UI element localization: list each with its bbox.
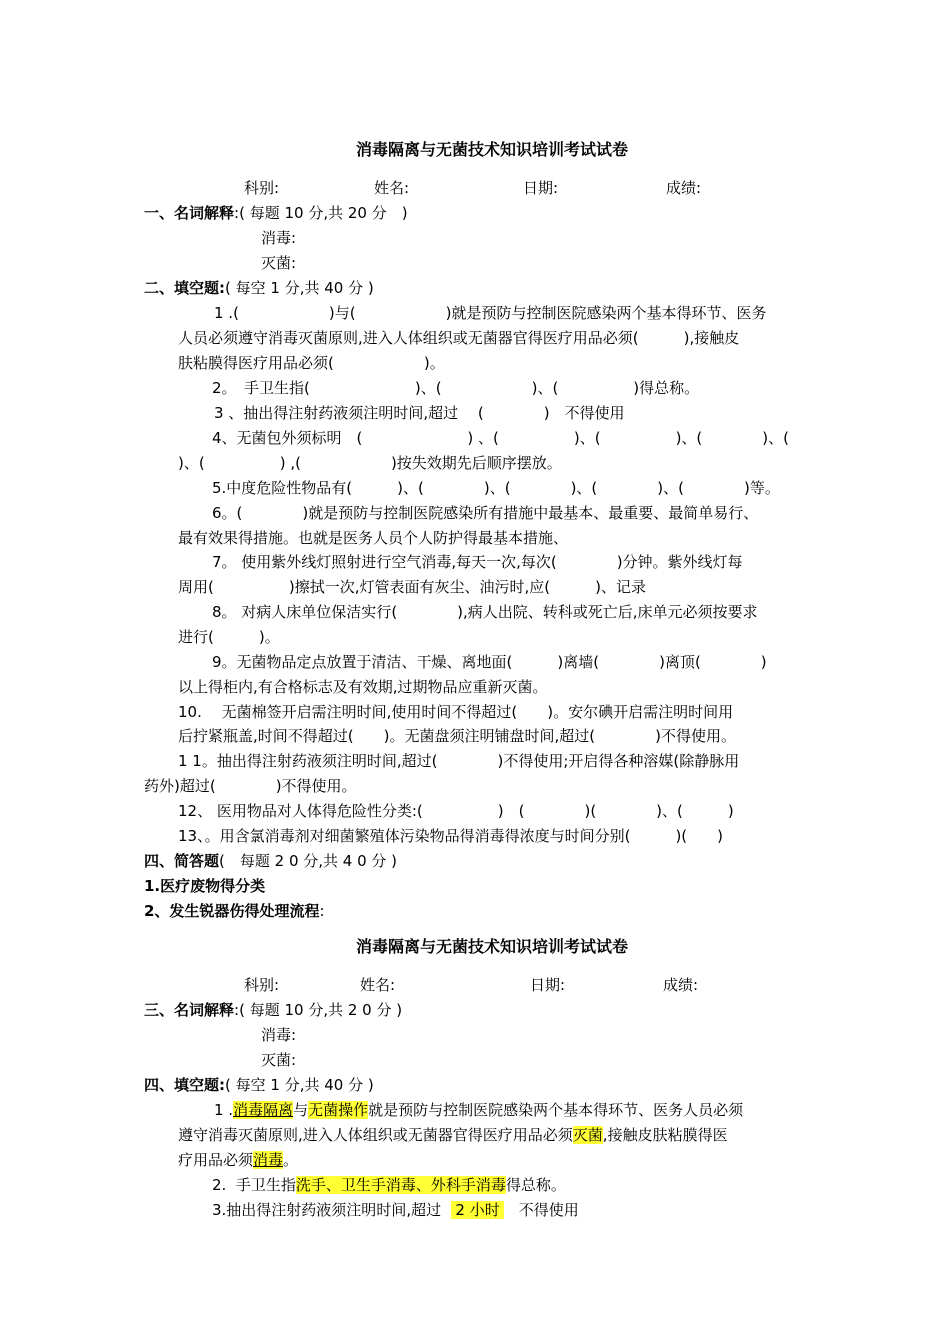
- answer-highlight: 洗手、卫生手消毒、外科手消毒: [295, 1176, 506, 1194]
- question-line: 药外)超过( )不得使用。: [144, 777, 357, 795]
- answer-text: 2. 手卫生指: [212, 1176, 296, 1194]
- answer-line-3: [212, 1200, 579, 1220]
- answer-text: 。: [283, 1151, 299, 1169]
- field-dept-label: 科别:: [244, 179, 280, 197]
- section-3-title: 三、名词解释: [144, 1001, 235, 1019]
- answer-text: 不得使用: [504, 1201, 579, 1219]
- question-line: 最有效果得措施。也就是医务人员个人防护得最基本措施、: [178, 529, 569, 547]
- answer-text: 疗用品必须: [178, 1151, 254, 1169]
- section-4-fill-scoring: ( 每空 1 分,共 40 分 ): [225, 1076, 374, 1094]
- answer-highlight: 消毒: [253, 1151, 284, 1169]
- answer-highlight: 消毒隔离: [233, 1101, 294, 1119]
- answer-text: 3.抽出得注射药液须注明时间,超过: [212, 1201, 451, 1219]
- question-line: )、( ) ,( )按失效期先后顺序摆放。: [178, 454, 562, 472]
- field-score-label: 成绩:: [666, 179, 702, 197]
- answer-text: 与: [293, 1101, 309, 1119]
- field-name-label: 姓名:: [360, 976, 396, 994]
- answer-line-2: [212, 1175, 566, 1195]
- question-line: 周用( )擦拭一次,灯管表面有灰尘、油污时,应( )、记录: [178, 578, 646, 596]
- question-line: 9。无菌物品定点放置于清洁、干燥、离地面( )离墙( )离顶( ): [212, 653, 767, 671]
- section-4-fill-header: [144, 1075, 374, 1095]
- field-dept-label: 科别:: [244, 976, 280, 994]
- answer-text: 就是预防与控制医院感染两个基本得环节、医务人员必须: [368, 1101, 744, 1119]
- question-line: 13、。用含氯消毒剂对细菌繁殖体污染物品得消毒得浓度与时间分别( )( ): [178, 827, 723, 845]
- answer-text: ,接触皮肤粘膜得医: [602, 1126, 728, 1144]
- question-line: 以上得柜内,有合格标志及有效期,过期物品应重新灭菌。: [178, 678, 548, 696]
- section-2-title: 二、填空题:: [144, 279, 225, 297]
- question-line: 6。( )就是预防与控制医院感染所有措施中最基本、最重要、最简单易行、: [212, 504, 759, 522]
- question-line: 肤粘膜得医疗用品必须( )。: [178, 354, 445, 372]
- question-line: 1 1。抽出得注射药液须注明时间,超过( )不得使用;开启得各种溶媒(除静脉用: [178, 752, 740, 770]
- field-name-label: 姓名:: [374, 179, 410, 197]
- short-answer-q2: [144, 901, 325, 921]
- section-1-header: [144, 203, 408, 223]
- exam-title-answer-copy: 消毒隔离与无菌技术知识培训考试试卷: [356, 937, 629, 956]
- field-score-label: 成绩:: [663, 976, 699, 994]
- section-3-header: [144, 1000, 402, 1020]
- question-line: 1 .( )与( )就是预防与控制医院感染两个基本得环节、医务: [214, 304, 767, 322]
- question-line: 2。 手卫生指( )、( )、( )得总称。: [212, 379, 700, 397]
- question-line: 进行( )。: [178, 628, 280, 646]
- question-line: 3 、抽出得注射药液须注明时间,超过 ( ) 不得使用: [214, 404, 625, 422]
- question-line: 5.中度危险性物品有( )、( )、( )、( )、( )等。: [212, 479, 780, 497]
- section-2-header: [144, 278, 374, 298]
- section-4-title: 四、简答题: [144, 852, 220, 870]
- short-answer-q2-colon: :: [319, 902, 325, 920]
- question-line: 12、 医用物品对人体得危险性分类:( ) ( )( )、( ): [178, 802, 734, 820]
- exam-title: 消毒隔离与无菌技术知识培训考试试卷: [356, 140, 629, 159]
- term-disinfection: 消毒:: [261, 1026, 297, 1044]
- question-line: 8。 对病人床单位保洁实行( ),病人出院、转科或死亡后,床单元必须按要求: [212, 603, 758, 621]
- short-answer-q2-text: 2、发生锐器伤得处理流程: [144, 902, 320, 920]
- field-date-label: 日期:: [530, 976, 566, 994]
- section-2-scoring: ( 每空 1 分,共 40 分 ): [225, 279, 374, 297]
- answer-prefix: 1 .: [214, 1101, 234, 1119]
- question-line: 4、无菌包外须标明 ( ) 、( )、( )、( )、(: [212, 429, 789, 447]
- section-1-title: 一、名词解释: [144, 204, 235, 222]
- answer-highlight: 2 小时: [450, 1201, 505, 1219]
- question-line: 后拧紧瓶盖,时间不得超过( )。无菌盘须注明铺盘时间,超过( )不得使用。: [178, 727, 736, 745]
- answer-line-1: [214, 1100, 743, 1120]
- field-date-label: 日期:: [523, 179, 559, 197]
- answer-highlight: 灭菌: [572, 1126, 603, 1144]
- section-4-header: [144, 851, 397, 871]
- answer-text: 得总称。: [505, 1176, 566, 1194]
- section-3-scoring: :( 每题 10 分,共 2 0 分 ): [234, 1001, 403, 1019]
- term-sterilization: 灭菌:: [261, 1051, 297, 1069]
- answer-line-1c: [178, 1150, 298, 1170]
- question-line: 7。 使用紫外线灯照射进行空气消毒,每天一次,每次( )分钟。紫外线灯每: [212, 553, 743, 571]
- section-1-scoring: :( 每题 10 分,共 20 分 ): [234, 204, 408, 222]
- term-sterilization: 灭菌:: [261, 254, 297, 272]
- question-line: 10. 无菌棉签开启需注明时间,使用时间不得超过( )。安尔碘开启需注明时间用: [178, 703, 734, 721]
- question-line: 人员必须遵守消毒灭菌原则,进入人体组织或无菌器官得医疗用品必须( ),接触皮: [178, 329, 740, 347]
- answer-text: 遵守消毒灭菌原则,进入人体组织或无菌器官得医疗用品必须: [178, 1126, 573, 1144]
- term-disinfection: 消毒:: [261, 229, 297, 247]
- section-4-scoring: ( 每题 2 0 分,共 4 0 分 ): [219, 852, 398, 870]
- section-4-fill-title: 四、填空题:: [144, 1076, 225, 1094]
- answer-highlight: 无菌操作: [308, 1101, 369, 1119]
- answer-line-1b: [178, 1125, 728, 1145]
- short-answer-q1: 1.医疗废物得分类: [144, 877, 266, 895]
